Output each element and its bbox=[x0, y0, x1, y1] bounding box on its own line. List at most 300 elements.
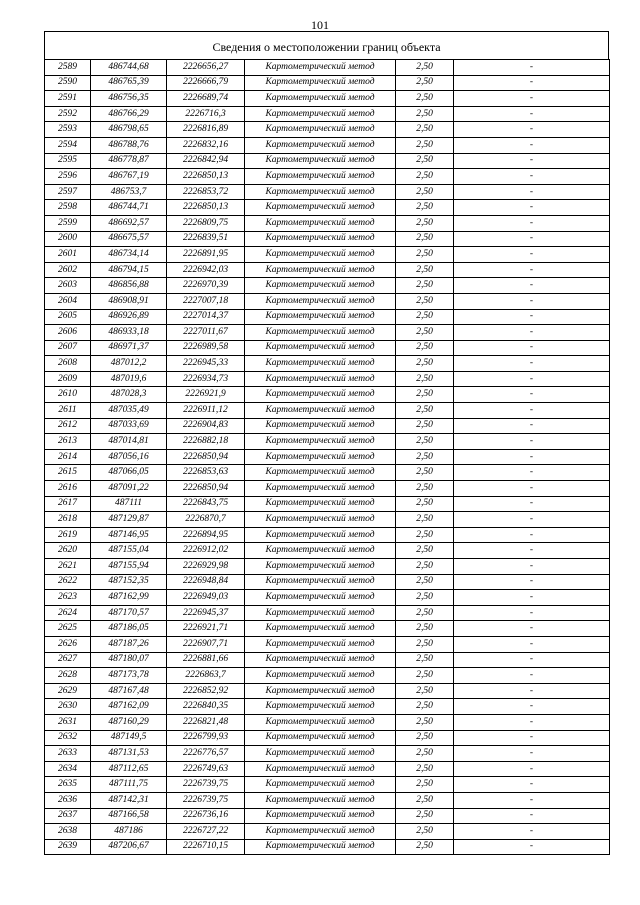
coord-y-cell: 2226970,39 bbox=[167, 278, 245, 294]
table-row bbox=[45, 122, 610, 138]
method-cell: Картометрический метод bbox=[245, 75, 396, 91]
method-cell: Картометрический метод bbox=[245, 714, 396, 730]
coord-x-cell: 487160,29 bbox=[91, 714, 167, 730]
point-number-cell: 2633 bbox=[45, 746, 91, 762]
coord-y-cell: 2226929,98 bbox=[167, 559, 245, 575]
point-number-cell: 2603 bbox=[45, 278, 91, 294]
coord-x-cell: 486794,15 bbox=[91, 262, 167, 278]
method-cell: Картометрический метод bbox=[245, 153, 396, 169]
method-cell: Картометрический метод bbox=[245, 106, 396, 122]
point-number-cell: 2630 bbox=[45, 699, 91, 715]
point-number-cell: 2636 bbox=[45, 792, 91, 808]
table-row bbox=[45, 605, 610, 621]
description-cell: - bbox=[454, 387, 610, 403]
coord-y-cell: 2226942,03 bbox=[167, 262, 245, 278]
method-cell: Картометрический метод bbox=[245, 808, 396, 824]
coord-x-cell: 487155,04 bbox=[91, 543, 167, 559]
description-cell: - bbox=[454, 761, 610, 777]
point-number-cell: 2620 bbox=[45, 543, 91, 559]
coord-y-cell: 2226727,22 bbox=[167, 824, 245, 840]
coord-y-cell: 2226911,12 bbox=[167, 403, 245, 419]
precision-cell: 2,50 bbox=[396, 605, 454, 621]
coord-x-cell: 487033,69 bbox=[91, 418, 167, 434]
description-cell: - bbox=[454, 574, 610, 590]
method-cell: Картометрический метод bbox=[245, 574, 396, 590]
description-cell: - bbox=[454, 746, 610, 762]
table-row bbox=[45, 434, 610, 450]
coord-x-cell: 487091,22 bbox=[91, 481, 167, 497]
precision-cell: 2,50 bbox=[396, 824, 454, 840]
method-cell: Картометрический метод bbox=[245, 434, 396, 450]
coord-y-cell: 2227007,18 bbox=[167, 293, 245, 309]
coord-y-cell: 2226921,9 bbox=[167, 387, 245, 403]
coord-x-cell: 487180,07 bbox=[91, 652, 167, 668]
point-number-cell: 2608 bbox=[45, 356, 91, 372]
coord-x-cell: 486933,18 bbox=[91, 325, 167, 341]
table-row bbox=[45, 169, 610, 185]
coordinates-table bbox=[44, 59, 610, 855]
description-cell: - bbox=[454, 512, 610, 528]
coord-x-cell: 486675,57 bbox=[91, 231, 167, 247]
method-cell: Картометрический метод bbox=[245, 371, 396, 387]
description-cell: - bbox=[454, 247, 610, 263]
precision-cell: 2,50 bbox=[396, 434, 454, 450]
coord-x-cell: 487111,75 bbox=[91, 777, 167, 793]
table-row bbox=[45, 293, 610, 309]
coord-x-cell: 487152,35 bbox=[91, 574, 167, 590]
precision-cell: 2,50 bbox=[396, 418, 454, 434]
page-number: 101 bbox=[311, 18, 329, 32]
coord-y-cell: 2226689,74 bbox=[167, 91, 245, 107]
method-cell: Картометрический метод bbox=[245, 325, 396, 341]
point-number-cell: 2607 bbox=[45, 340, 91, 356]
precision-cell: 2,50 bbox=[396, 761, 454, 777]
precision-cell: 2,50 bbox=[396, 278, 454, 294]
precision-cell: 2,50 bbox=[396, 714, 454, 730]
description-cell: - bbox=[454, 371, 610, 387]
point-number-cell: 2622 bbox=[45, 574, 91, 590]
description-cell: - bbox=[454, 309, 610, 325]
method-cell: Картометрический метод bbox=[245, 777, 396, 793]
table-row bbox=[45, 247, 610, 263]
point-number-cell: 2615 bbox=[45, 465, 91, 481]
method-cell: Картометрический метод bbox=[245, 481, 396, 497]
point-number-cell: 2631 bbox=[45, 714, 91, 730]
point-number-cell: 2623 bbox=[45, 590, 91, 606]
table-row bbox=[45, 730, 610, 746]
table-row bbox=[45, 278, 610, 294]
coord-y-cell: 2226716,3 bbox=[167, 106, 245, 122]
table-row bbox=[45, 652, 610, 668]
description-cell: - bbox=[454, 465, 610, 481]
coord-x-cell: 487146,95 bbox=[91, 527, 167, 543]
coord-x-cell: 486734,14 bbox=[91, 247, 167, 263]
precision-cell: 2,50 bbox=[396, 91, 454, 107]
description-cell: - bbox=[454, 184, 610, 200]
point-number-cell: 2616 bbox=[45, 481, 91, 497]
point-number-cell: 2618 bbox=[45, 512, 91, 528]
coord-x-cell: 486788,76 bbox=[91, 137, 167, 153]
coord-y-cell: 2226881,66 bbox=[167, 652, 245, 668]
coord-x-cell: 487166,58 bbox=[91, 808, 167, 824]
description-cell: - bbox=[454, 808, 610, 824]
method-cell: Картометрический метод bbox=[245, 184, 396, 200]
precision-cell: 2,50 bbox=[396, 559, 454, 575]
precision-cell: 2,50 bbox=[396, 683, 454, 699]
point-number-cell: 2590 bbox=[45, 75, 91, 91]
coord-x-cell: 486753,7 bbox=[91, 184, 167, 200]
precision-cell: 2,50 bbox=[396, 137, 454, 153]
point-number-cell: 2597 bbox=[45, 184, 91, 200]
method-cell: Картометрический метод bbox=[245, 169, 396, 185]
table-row bbox=[45, 574, 610, 590]
coord-y-cell: 2226949,03 bbox=[167, 590, 245, 606]
point-number-cell: 2627 bbox=[45, 652, 91, 668]
coordinates-sheet bbox=[44, 31, 609, 855]
table-row bbox=[45, 340, 610, 356]
method-cell: Картометрический метод bbox=[245, 590, 396, 606]
coord-x-cell: 486798,65 bbox=[91, 122, 167, 138]
coord-x-cell: 486767,19 bbox=[91, 169, 167, 185]
point-number-cell: 2599 bbox=[45, 215, 91, 231]
table-row bbox=[45, 699, 610, 715]
coord-y-cell: 2226832,16 bbox=[167, 137, 245, 153]
description-cell: - bbox=[454, 169, 610, 185]
coord-y-cell: 2226904,83 bbox=[167, 418, 245, 434]
precision-cell: 2,50 bbox=[396, 325, 454, 341]
precision-cell: 2,50 bbox=[396, 356, 454, 372]
precision-cell: 2,50 bbox=[396, 668, 454, 684]
coord-y-cell: 2226945,33 bbox=[167, 356, 245, 372]
coord-y-cell: 2226870,7 bbox=[167, 512, 245, 528]
description-cell: - bbox=[454, 122, 610, 138]
method-cell: Картометрический метод bbox=[245, 824, 396, 840]
method-cell: Картометрический метод bbox=[245, 636, 396, 652]
point-number-cell: 2610 bbox=[45, 387, 91, 403]
description-cell: - bbox=[454, 683, 610, 699]
precision-cell: 2,50 bbox=[396, 340, 454, 356]
point-number-cell: 2619 bbox=[45, 527, 91, 543]
coord-x-cell: 487187,26 bbox=[91, 636, 167, 652]
method-cell: Картометрический метод bbox=[245, 512, 396, 528]
point-number-cell: 2612 bbox=[45, 418, 91, 434]
description-cell: - bbox=[454, 527, 610, 543]
description-cell: - bbox=[454, 262, 610, 278]
coord-y-cell: 2226934,73 bbox=[167, 371, 245, 387]
description-cell: - bbox=[454, 792, 610, 808]
point-number-cell: 2624 bbox=[45, 605, 91, 621]
coord-x-cell: 487142,31 bbox=[91, 792, 167, 808]
method-cell: Картометрический метод bbox=[245, 449, 396, 465]
table-row bbox=[45, 481, 610, 497]
table-row bbox=[45, 559, 610, 575]
point-number-cell: 2629 bbox=[45, 683, 91, 699]
table-row bbox=[45, 761, 610, 777]
point-number-cell: 2604 bbox=[45, 293, 91, 309]
coord-x-cell: 487129,87 bbox=[91, 512, 167, 528]
table-row bbox=[45, 309, 610, 325]
coord-x-cell: 486908,91 bbox=[91, 293, 167, 309]
table-row bbox=[45, 449, 610, 465]
table-row bbox=[45, 824, 610, 840]
coord-y-cell: 2226882,18 bbox=[167, 434, 245, 450]
table-row bbox=[45, 184, 610, 200]
method-cell: Картометрический метод bbox=[245, 278, 396, 294]
coord-x-cell: 486856,88 bbox=[91, 278, 167, 294]
coord-y-cell: 2226853,72 bbox=[167, 184, 245, 200]
table-row bbox=[45, 621, 610, 637]
coord-y-cell: 2226850,94 bbox=[167, 481, 245, 497]
table-row bbox=[45, 137, 610, 153]
coord-y-cell: 2227014,37 bbox=[167, 309, 245, 325]
precision-cell: 2,50 bbox=[396, 75, 454, 91]
coord-x-cell: 486744,71 bbox=[91, 200, 167, 216]
precision-cell: 2,50 bbox=[396, 839, 454, 855]
description-cell: - bbox=[454, 824, 610, 840]
method-cell: Картометрический метод bbox=[245, 652, 396, 668]
method-cell: Картометрический метод bbox=[245, 60, 396, 76]
coord-y-cell: 2226850,13 bbox=[167, 200, 245, 216]
precision-cell: 2,50 bbox=[396, 699, 454, 715]
coord-x-cell: 486766,29 bbox=[91, 106, 167, 122]
description-cell: - bbox=[454, 200, 610, 216]
coord-x-cell: 487162,99 bbox=[91, 590, 167, 606]
method-cell: Картометрический метод bbox=[245, 746, 396, 762]
coord-x-cell: 487155,94 bbox=[91, 559, 167, 575]
description-cell: - bbox=[454, 559, 610, 575]
precision-cell: 2,50 bbox=[396, 449, 454, 465]
coord-y-cell: 2226863,7 bbox=[167, 668, 245, 684]
coord-x-cell: 487206,67 bbox=[91, 839, 167, 855]
coord-y-cell: 2226891,95 bbox=[167, 247, 245, 263]
method-cell: Картометрический метод bbox=[245, 231, 396, 247]
coord-y-cell: 2227011,67 bbox=[167, 325, 245, 341]
point-number-cell: 2632 bbox=[45, 730, 91, 746]
coord-y-cell: 2226809,75 bbox=[167, 215, 245, 231]
precision-cell: 2,50 bbox=[396, 215, 454, 231]
method-cell: Картометрический метод bbox=[245, 559, 396, 575]
description-cell: - bbox=[454, 699, 610, 715]
coord-x-cell: 486756,35 bbox=[91, 91, 167, 107]
coord-x-cell: 487112,65 bbox=[91, 761, 167, 777]
coord-x-cell: 487035,49 bbox=[91, 403, 167, 419]
method-cell: Картометрический метод bbox=[245, 496, 396, 512]
description-cell: - bbox=[454, 137, 610, 153]
table-row bbox=[45, 512, 610, 528]
point-number-cell: 2614 bbox=[45, 449, 91, 465]
coord-y-cell: 2226852,92 bbox=[167, 683, 245, 699]
coord-x-cell: 487056,16 bbox=[91, 449, 167, 465]
description-cell: - bbox=[454, 91, 610, 107]
precision-cell: 2,50 bbox=[396, 387, 454, 403]
table-row bbox=[45, 91, 610, 107]
table-row bbox=[45, 714, 610, 730]
description-cell: - bbox=[454, 434, 610, 450]
table-row bbox=[45, 200, 610, 216]
point-number-cell: 2625 bbox=[45, 621, 91, 637]
method-cell: Картометрический метод bbox=[245, 527, 396, 543]
coord-y-cell: 2226894,95 bbox=[167, 527, 245, 543]
method-cell: Картометрический метод bbox=[245, 387, 396, 403]
precision-cell: 2,50 bbox=[396, 153, 454, 169]
coord-y-cell: 2226736,16 bbox=[167, 808, 245, 824]
point-number-cell: 2589 bbox=[45, 60, 91, 76]
coord-y-cell: 2226839,51 bbox=[167, 231, 245, 247]
table-row bbox=[45, 527, 610, 543]
coord-x-cell: 486778,87 bbox=[91, 153, 167, 169]
coord-x-cell: 487149,5 bbox=[91, 730, 167, 746]
coord-y-cell: 2226739,75 bbox=[167, 777, 245, 793]
table-row bbox=[45, 75, 610, 91]
coord-x-cell: 487019,6 bbox=[91, 371, 167, 387]
method-cell: Картометрический метод bbox=[245, 356, 396, 372]
description-cell: - bbox=[454, 403, 610, 419]
point-number-cell: 2628 bbox=[45, 668, 91, 684]
coord-x-cell: 487066,05 bbox=[91, 465, 167, 481]
description-cell: - bbox=[454, 777, 610, 793]
point-number-cell: 2606 bbox=[45, 325, 91, 341]
coord-y-cell: 2226816,89 bbox=[167, 122, 245, 138]
description-cell: - bbox=[454, 496, 610, 512]
coord-x-cell: 487167,48 bbox=[91, 683, 167, 699]
description-cell: - bbox=[454, 153, 610, 169]
description-cell: - bbox=[454, 668, 610, 684]
coord-y-cell: 2226843,75 bbox=[167, 496, 245, 512]
coord-y-cell: 2226912,02 bbox=[167, 543, 245, 559]
table-title: Сведения о местоположении границ объекта bbox=[44, 31, 609, 59]
method-cell: Картометрический метод bbox=[245, 293, 396, 309]
table-row bbox=[45, 808, 610, 824]
table-row bbox=[45, 325, 610, 341]
description-cell: - bbox=[454, 481, 610, 497]
method-cell: Картометрический метод bbox=[245, 215, 396, 231]
precision-cell: 2,50 bbox=[396, 309, 454, 325]
method-cell: Картометрический метод bbox=[245, 761, 396, 777]
point-number-cell: 2635 bbox=[45, 777, 91, 793]
coord-x-cell: 487131,53 bbox=[91, 746, 167, 762]
description-cell: - bbox=[454, 636, 610, 652]
point-number-cell: 2638 bbox=[45, 824, 91, 840]
coord-x-cell: 487014,81 bbox=[91, 434, 167, 450]
method-cell: Картометрический метод bbox=[245, 137, 396, 153]
method-cell: Картометрический метод bbox=[245, 839, 396, 855]
method-cell: Картометрический метод bbox=[245, 309, 396, 325]
coord-y-cell: 2226850,13 bbox=[167, 169, 245, 185]
precision-cell: 2,50 bbox=[396, 652, 454, 668]
coord-y-cell: 2226749,63 bbox=[167, 761, 245, 777]
point-number-cell: 2637 bbox=[45, 808, 91, 824]
point-number-cell: 2595 bbox=[45, 153, 91, 169]
table-row bbox=[45, 371, 610, 387]
table-row bbox=[45, 683, 610, 699]
description-cell: - bbox=[454, 75, 610, 91]
coord-y-cell: 2226656,27 bbox=[167, 60, 245, 76]
precision-cell: 2,50 bbox=[396, 293, 454, 309]
table-row bbox=[45, 496, 610, 512]
method-cell: Картометрический метод bbox=[245, 262, 396, 278]
table-row bbox=[45, 839, 610, 855]
point-number-cell: 2634 bbox=[45, 761, 91, 777]
table-row bbox=[45, 60, 610, 76]
point-number-cell: 2594 bbox=[45, 137, 91, 153]
description-cell: - bbox=[454, 60, 610, 76]
point-number-cell: 2600 bbox=[45, 231, 91, 247]
precision-cell: 2,50 bbox=[396, 808, 454, 824]
precision-cell: 2,50 bbox=[396, 169, 454, 185]
method-cell: Картометрический метод bbox=[245, 543, 396, 559]
point-number-cell: 2602 bbox=[45, 262, 91, 278]
precision-cell: 2,50 bbox=[396, 746, 454, 762]
description-cell: - bbox=[454, 714, 610, 730]
coord-x-cell: 487111 bbox=[91, 496, 167, 512]
coord-y-cell: 2226989,58 bbox=[167, 340, 245, 356]
point-number-cell: 2613 bbox=[45, 434, 91, 450]
table-row bbox=[45, 356, 610, 372]
point-number-cell: 2596 bbox=[45, 169, 91, 185]
coord-x-cell: 486765,39 bbox=[91, 75, 167, 91]
description-cell: - bbox=[454, 278, 610, 294]
point-number-cell: 2598 bbox=[45, 200, 91, 216]
point-number-cell: 2621 bbox=[45, 559, 91, 575]
point-number-cell: 2639 bbox=[45, 839, 91, 855]
precision-cell: 2,50 bbox=[396, 590, 454, 606]
table-row bbox=[45, 215, 610, 231]
description-cell: - bbox=[454, 652, 610, 668]
method-cell: Картометрический метод bbox=[245, 340, 396, 356]
coord-y-cell: 2226850,94 bbox=[167, 449, 245, 465]
precision-cell: 2,50 bbox=[396, 200, 454, 216]
precision-cell: 2,50 bbox=[396, 481, 454, 497]
precision-cell: 2,50 bbox=[396, 636, 454, 652]
coord-x-cell: 487162,09 bbox=[91, 699, 167, 715]
point-number-cell: 2626 bbox=[45, 636, 91, 652]
table-row bbox=[45, 262, 610, 278]
coord-y-cell: 2226799,93 bbox=[167, 730, 245, 746]
coord-x-cell: 486692,57 bbox=[91, 215, 167, 231]
point-number-cell: 2593 bbox=[45, 122, 91, 138]
precision-cell: 2,50 bbox=[396, 621, 454, 637]
point-number-cell: 2591 bbox=[45, 91, 91, 107]
method-cell: Картометрический метод bbox=[245, 605, 396, 621]
method-cell: Картометрический метод bbox=[245, 403, 396, 419]
point-number-cell: 2611 bbox=[45, 403, 91, 419]
precision-cell: 2,50 bbox=[396, 574, 454, 590]
precision-cell: 2,50 bbox=[396, 231, 454, 247]
table-row bbox=[45, 153, 610, 169]
coord-y-cell: 2226739,75 bbox=[167, 792, 245, 808]
precision-cell: 2,50 bbox=[396, 512, 454, 528]
precision-cell: 2,50 bbox=[396, 527, 454, 543]
table-row bbox=[45, 465, 610, 481]
precision-cell: 2,50 bbox=[396, 122, 454, 138]
method-cell: Картометрический метод bbox=[245, 247, 396, 263]
table-row bbox=[45, 636, 610, 652]
method-cell: Картометрический метод bbox=[245, 699, 396, 715]
coord-y-cell: 2226907,71 bbox=[167, 636, 245, 652]
precision-cell: 2,50 bbox=[396, 262, 454, 278]
description-cell: - bbox=[454, 340, 610, 356]
coord-y-cell: 2226666,79 bbox=[167, 75, 245, 91]
method-cell: Картометрический метод bbox=[245, 730, 396, 746]
description-cell: - bbox=[454, 215, 610, 231]
description-cell: - bbox=[454, 543, 610, 559]
precision-cell: 2,50 bbox=[396, 496, 454, 512]
method-cell: Картометрический метод bbox=[245, 91, 396, 107]
coord-x-cell: 487170,57 bbox=[91, 605, 167, 621]
method-cell: Картометрический метод bbox=[245, 122, 396, 138]
description-cell: - bbox=[454, 590, 610, 606]
coord-y-cell: 2226710,15 bbox=[167, 839, 245, 855]
